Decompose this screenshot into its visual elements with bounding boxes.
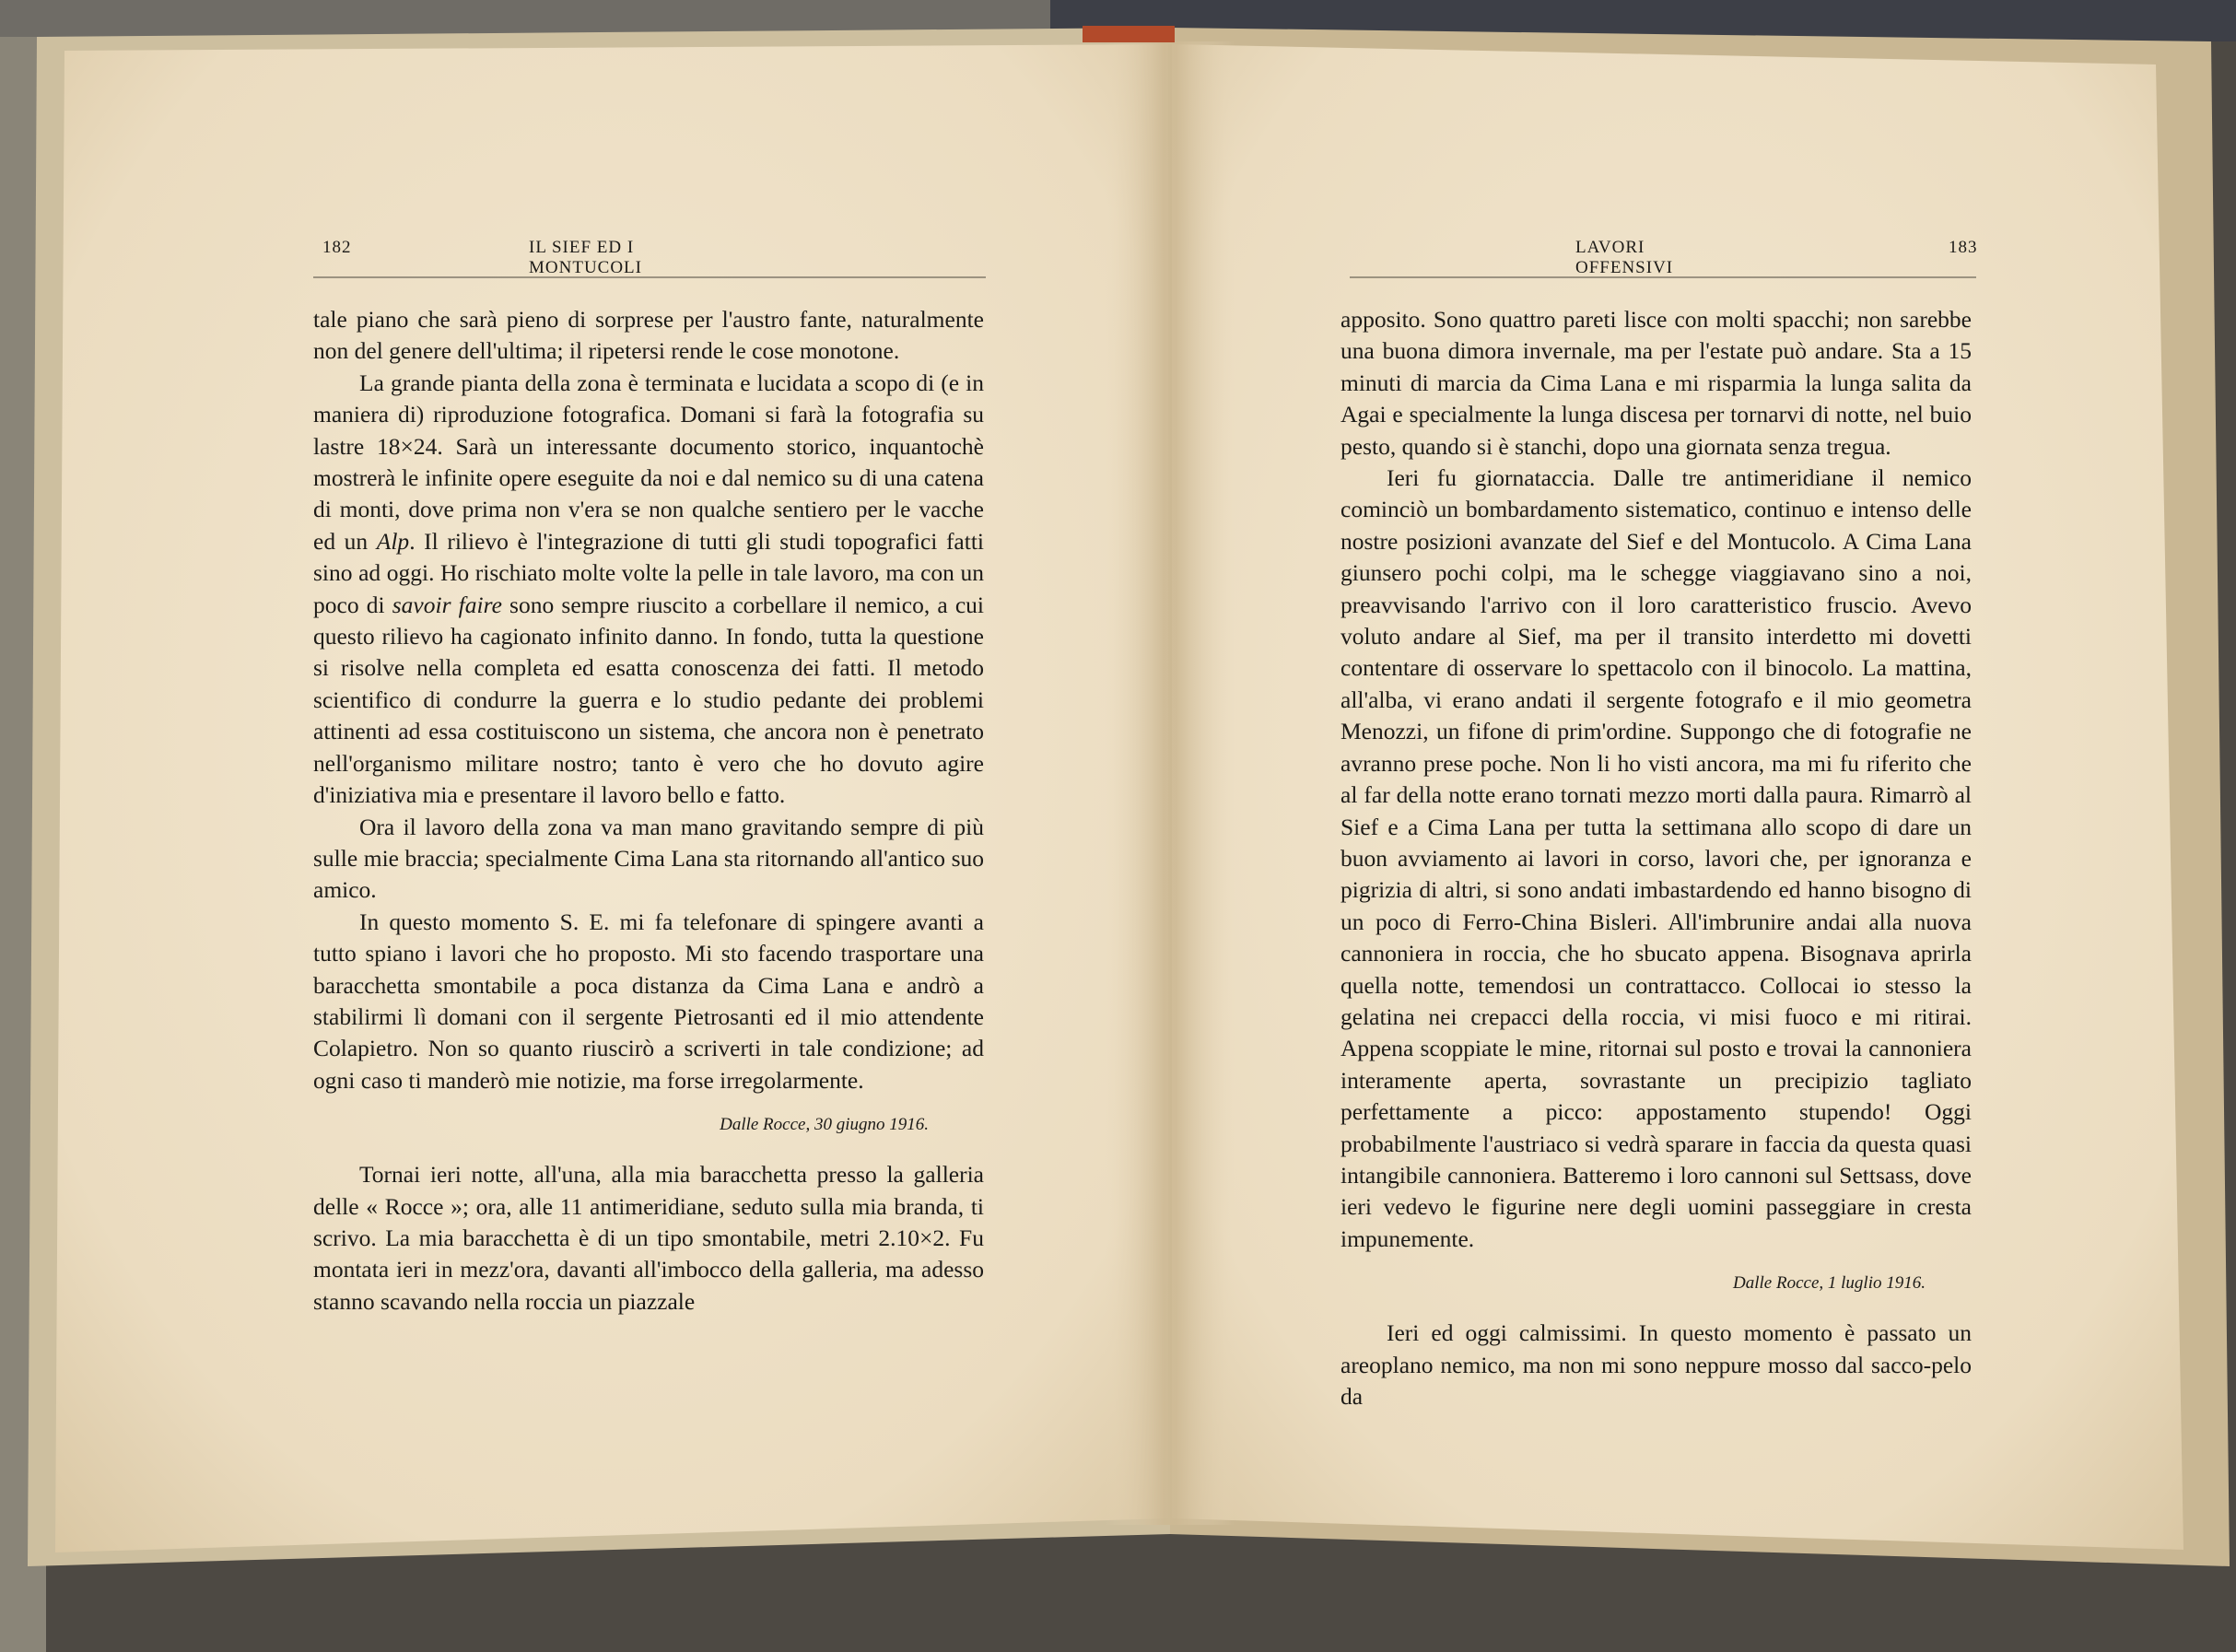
right-paragraph: Ieri fu giornataccia. Dalle tre antimeridiane il nemico cominciò un bombardamento sistematico, continuo e intenso delle nostre posizioni avanzate del Sief e del Montucolo. A Cima Lana giunsero pochi colpi, ma le schegge viaggiavano sino a noi, preavvisando l'arrivo con il loro caratteristico fruscio. Avevo voluto andare al Sief, ma per il transito interdetto mi dovetti contentare di osservare lo spettacolo con il binocolo. La mattina, all'alba, vi erano andati il sergente fotografo e il mio geometra Menozzi, un fifone di prim'ordine. Suppongo che di fotografie ne avranno prese poche. Non li ho visti ancora, ma mi fu riferito che al far della notte erano tornati mezzo morti dalla paura. Rimarrò al Sief e a Cima Lana per tutta la settimana allo scopo di dare un buon avviamento ai lavori in corso, lavori che, per ignoranza e pigrizia di altri, si sono andati imbastardendo ed hanno bisogno di un poco di Ferro-China Bisleri. All'imbrunire andai alla nuova cannoniera in roccia, che ho sbucato appena. Bisognava aprirla quella notte, temendosi un contrattacco. Collocai io stesso la gelatina nei crepacci della roccia, vi misi fuoco e mi ritirai. Appena scoppiate le mine, ritornai sul posto e trovai la cannoniera interamente aperta, sovrastante un precipizio tagliato perfettamente a picco: appostamento stupendo! Oggi probabilmente l'austriaco si vedrà sparare in faccia da questa quasi intangibile cannoniera. Batteremo i loro cannoni sul Settsass, dove ieri vedevo le figurine nere degli uomini passeggiare in cresta impunemente. — [1340, 464, 1972, 1252]
left-paragraph: In questo momento S. E. mi fa telefonare di spingere avanti a tutto spiano i lavori che ho proposto. Mi sto facendo trasportare una baracchetta smontabile a poca distanza da Cima Lana e andrò a stabilirmi lì domani con il sergente Pietrosanti ed il mio attendente Colapietro. Non so quanto riuscirò a scriverti in tale condizione; ad ogni caso ti manderò mie notizie, ma forse irregolarmente. — [313, 908, 984, 1094]
left-paragraph — [313, 368, 984, 812]
right-page-number: 183 — [1949, 238, 1978, 257]
left-paragraph: Tornai ieri notte, all'una, alla mia baracchetta presso la galleria delle « Rocce »; ora, alle 11 antimeridiane, seduto sulla mia branda, ti scrivo. La mia baracchetta è di un tipo smontabile, metri 2.10×2. Fu montata ieri in mezz'ora, davanti all'imbocco della galleria, ma adesso stanno scavando nella roccia un piazzale — [313, 1161, 984, 1315]
left-dateline: Dalle Rocce, 30 giugno 1916. — [720, 1115, 929, 1135]
text-run: La grande pianta della zona è terminata e lucidata a scopo di (e in maniera di) riproduzione fotografica. Domani si farà la fotografia su lastre 18×24. Sarà un interessante documento storico, inquantochè mostrerà le infinite opere eseguite da noi e dal nemico su di una catena di monti, dove prima non v'era se non qualche sentiero per le vacche ed un — [313, 369, 984, 555]
right-paragraph: Ieri ed oggi calmissimi. In questo momento è passato un areoplano nemico, ma non mi sono neppure mosso dal sacco-pelo da — [1340, 1319, 1972, 1410]
right-header-rule — [1350, 276, 1976, 278]
italic-word: Alp — [376, 527, 410, 555]
left-page-number: 182 — [322, 238, 352, 257]
right-body-text — [1340, 304, 1972, 1412]
right-running-head: LAVORI OFFENSIVI — [1575, 238, 1674, 277]
left-running-head: IL SIEF ED I MONTUCOLI — [529, 238, 642, 277]
text-run: sono sempre riuscito a corbellare il nemico, a cui questo rilievo ha cagionato infinito danno. In fondo, tutta la questione si risolve nella completa ed esatta conoscenza dei fatti. Il metodo scientifico di condurre la guerra e lo studio pedante dei problemi attinenti ad essa costituiscono un sistema, che ancora non è penetrato nell'organismo militare nostro; tanto è vero che ho dovuto agire d'iniziativa mia e presentare il lavoro bello e fatto. — [313, 591, 985, 809]
right-dateline: Dalle Rocce, 1 luglio 1916. — [1733, 1273, 1926, 1294]
left-paragraph: tale piano che sarà pieno di sorprese per l'austro fante, naturalmente non del genere dell'ultima; il ripetersi rende le cose monotone. — [313, 306, 984, 365]
left-body-text — [313, 304, 984, 1318]
left-paragraph: Ora il lavoro della zona va man mano gravitando sempre di più sulle mie braccia; specialmente Cima Lana sta ritornando all'antico suo amico. — [313, 813, 984, 904]
right-paragraph: apposito. Sono quattro pareti lisce con molti spacchi; non sarebbe una buona dimora invernale, ma per l'estate può andare. Sta a 15 minuti di marcia da Cima Lana e mi risparmia la lunga salita da Agai e specialmente la lunga discesa per tornarvi di notte, nel buio pesto, quando si è stanchi, dopo una giornata senza tregua. — [1340, 306, 1972, 460]
left-header-rule — [313, 276, 986, 278]
italic-phrase: savoir faire — [392, 591, 502, 618]
text-run: . Il rilievo è l'integrazione di tutti gli studi topografici fatti sino ad oggi. Ho rischiato molte volte la pelle in tale lavoro, ma con un poco di — [313, 527, 985, 618]
